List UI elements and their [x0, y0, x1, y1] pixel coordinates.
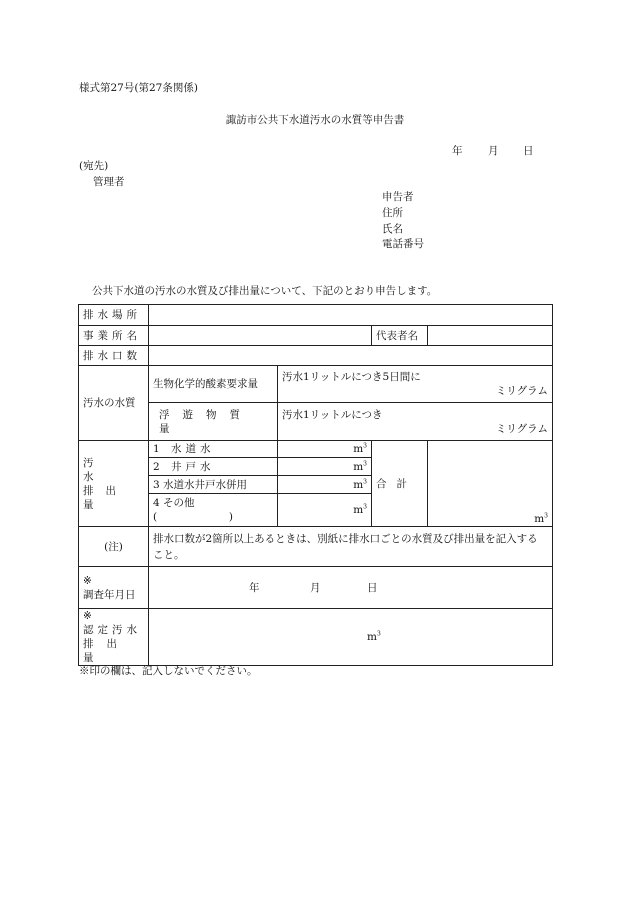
row-outlet-count [79, 346, 553, 366]
survey-date-label [79, 567, 149, 609]
row-drain-location [79, 305, 553, 326]
unit-sup: 3 [363, 478, 367, 485]
approved-bottom: 排出量 [83, 638, 130, 664]
date-year-label: 年 [452, 145, 463, 157]
source-3-label: 3 水道水井戸水併用 [149, 476, 278, 494]
water-quality-label: 汚水の水質 [79, 366, 149, 441]
unit-label: m [353, 460, 364, 473]
paren-close: ) [228, 511, 233, 523]
unit-sup: 3 [544, 512, 548, 520]
drain-location-field[interactable] [149, 305, 553, 326]
survey-day-label: 日 [367, 581, 378, 594]
page-title-text: 諏訪市公共下水道汚水の水質等申告書 [225, 114, 405, 126]
outlet-count-field[interactable] [149, 346, 553, 366]
applicant-name: 氏名 [382, 223, 403, 235]
representative-label: 代表者名 [372, 326, 428, 346]
source-other-paren [153, 510, 233, 524]
unit-sup: 3 [363, 460, 367, 467]
approved-mark: ※ [83, 610, 92, 622]
discharge-label [79, 441, 149, 527]
source-other-field[interactable] [278, 494, 372, 527]
date-day-label: 日 [523, 145, 534, 157]
form-number: 様式第27号(第27条関係) [79, 82, 198, 94]
total-field[interactable] [428, 441, 553, 527]
source-other-text: 4 その他 [153, 497, 195, 509]
unit-label: m [353, 504, 364, 516]
note-text: 排水口数が2箇所以上あるときは、別紙に排水口ごとの水質及び排出量を記入すること。 [149, 527, 553, 567]
footnote: ※印の欄は、記入しないでください。 [79, 665, 258, 677]
unit-label: m [353, 443, 364, 455]
bod-label: 生物化学的酸素要求量 [149, 366, 278, 403]
applicant-address: 住所 [382, 207, 403, 219]
bod-value: 汚水1リットルにつき5日間に [282, 371, 421, 383]
declaration-table [78, 304, 553, 666]
row-bod [79, 366, 553, 403]
unit-label: m [367, 631, 377, 643]
survey-date-field[interactable] [149, 567, 553, 609]
row-approved-volume [79, 609, 553, 666]
source-2-field[interactable] [278, 458, 372, 476]
establishment-name-field[interactable] [149, 326, 372, 346]
ss-field[interactable] [278, 403, 553, 441]
applicant-phone: 電話番号 [382, 238, 424, 250]
addressee-label: (宛先) [79, 160, 109, 172]
survey-year-label: 年 [249, 581, 260, 594]
bod-unit: ミリグラム [495, 385, 548, 397]
unit-label: m [534, 513, 545, 525]
survey-date-mark: ※ [83, 574, 92, 587]
row-establishment [79, 326, 553, 346]
ss-value: 汚水1リットルにつき [282, 408, 383, 421]
note-label: (注) [79, 527, 149, 567]
page-title [0, 112, 630, 127]
discharge-label-bottom: 排出量 [83, 484, 128, 511]
approved-top: 認定汚水 [83, 624, 141, 636]
row-source-1 [79, 441, 553, 458]
paren-open: ( [153, 511, 158, 523]
unit-label: m [353, 478, 364, 491]
survey-date-text: 調査年月日 [83, 588, 136, 601]
approved-volume-field[interactable] [149, 609, 553, 666]
row-note [79, 527, 553, 567]
drain-location-label: 排水場所 [79, 305, 149, 326]
establishment-name-label: 事業所名 [79, 326, 149, 346]
row-ss [79, 403, 553, 441]
discharge-label-top: 汚水 [83, 456, 120, 483]
source-3-field[interactable] [278, 476, 372, 494]
ss-unit: ミリグラム [495, 422, 548, 435]
date-month-label: 月 [488, 145, 499, 157]
representative-field[interactable] [428, 326, 553, 346]
addressee-name: 管理者 [93, 176, 125, 188]
approved-volume-label [79, 609, 149, 666]
total-label: 合計 [372, 441, 428, 527]
intro-text: 公共下水道の汚水の水質及び排出量について、下記のとおり申告します。 [92, 285, 438, 297]
survey-month-label: 月 [310, 581, 321, 594]
unit-sup: 3 [363, 503, 367, 511]
source-1-field[interactable] [278, 441, 372, 458]
unit-sup: 3 [363, 442, 367, 450]
row-survey-date [79, 567, 553, 609]
approved-unit [367, 630, 381, 644]
source-1-label: 1 水道水 [149, 441, 278, 458]
unit-sup: 3 [376, 630, 381, 638]
source-other-label [149, 494, 278, 527]
ss-label-text: 浮遊物質量 [159, 408, 253, 435]
ss-label [149, 403, 278, 441]
outlet-count-label: 排水口数 [79, 346, 149, 366]
bod-field[interactable] [278, 366, 553, 403]
source-2-label: 2 井戸水 [149, 458, 278, 476]
applicant-heading: 申告者 [382, 191, 414, 203]
